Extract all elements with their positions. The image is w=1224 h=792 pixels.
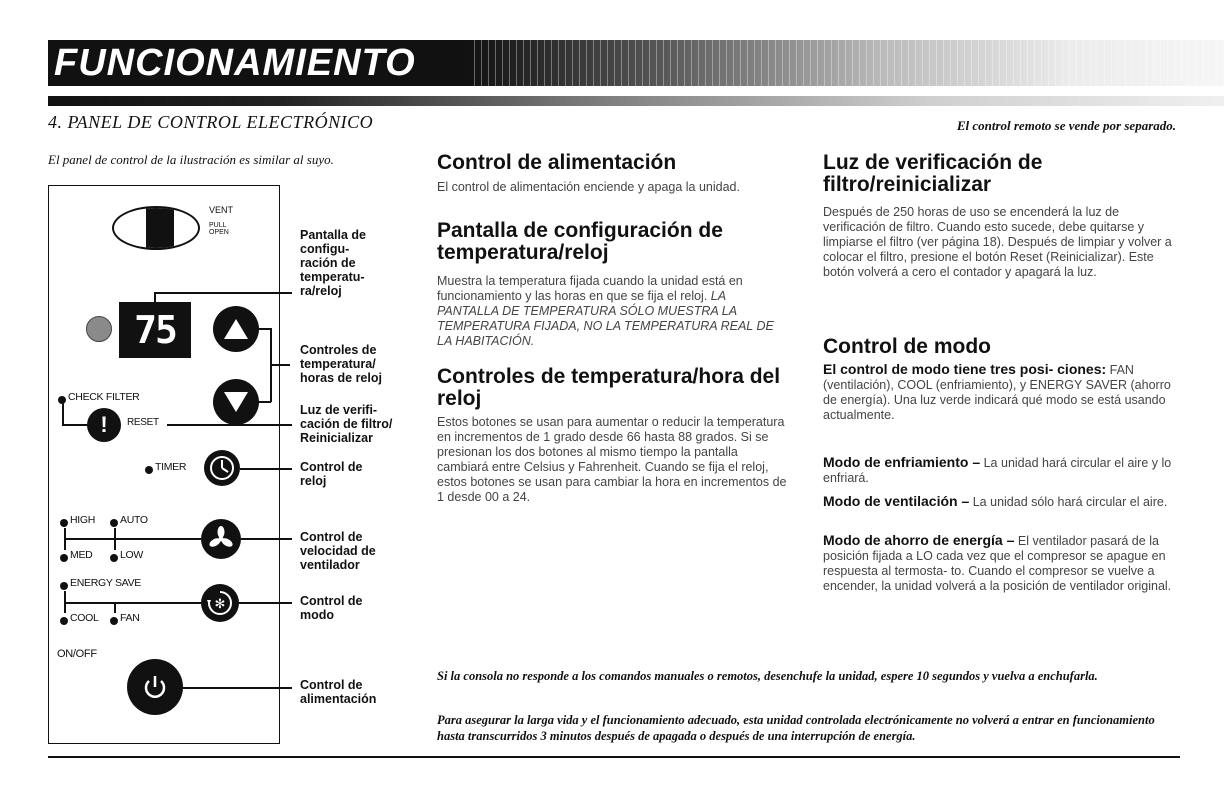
timer-led [145,466,153,474]
temperature-display: 75 [119,302,191,358]
timer-label: TIMER [155,461,187,473]
cool-led [60,617,68,625]
heading-power-control: Control de alimentación [437,151,677,174]
triangle-down-icon [223,390,249,414]
panel-caption: El panel de control de la ilustración es similar al suyo. [48,152,334,167]
mode-cycle-icon [205,588,235,618]
reset-leader [167,424,292,426]
text-display-normal: Muestra la temperatura fijada cuando la unidad está en funcionamiento y las horas en que se fija el reloj. [437,274,743,303]
temp-up-button[interactable] [213,306,259,352]
text-mode-intro [823,362,1177,423]
temp-down-button[interactable] [213,379,259,425]
cool-mode-bold: Modo de enfriamiento – [823,454,981,470]
open-label: OPEN [209,229,229,236]
remote-note: El control remoto se vende por separado. [956,118,1176,133]
pull-label: PULL [209,222,227,229]
callout-temp-controls: Controles de temperatura/ horas de reloj [300,343,382,385]
timer-button[interactable] [204,450,240,486]
text-vent-mode [823,494,1177,510]
text-temp-controls: Estos botones se usan para aumentar o reducir la temperatura en incrementos de 1 grado desde 66 hasta 88 grados. Si se presionan los dos botones al mismo tiempo la pantalla cambiará entre Celsius y Fahrenheit. Cuando se fija el reloj, estos botones se usan para cambiar la hora en incrementos de 1 desde 00 a 24. [437,415,787,504]
title-banner [48,40,1224,86]
clock-icon [209,455,235,481]
energy-mode-rest: El ventilador pasará de la posición fijada a LO cada vez que el compresor se apague en respuesta al termosta- to. Cuando el compresor se vuelve a encender, la unidad volverá a la posición de ventilador original. [823,534,1172,593]
energy-mode-bold: Modo de ahorro de energía – [823,532,1015,548]
exclamation-icon: ! [100,412,108,437]
header-rule [48,96,1224,106]
reset-button[interactable] [87,408,121,442]
filter-bracket-v [62,403,64,425]
vent-lever-icon [112,206,200,250]
high-led [60,519,68,527]
callout-filter-light: Luz de verifi- cación de filtro/ Reinicializar [300,403,393,445]
heading-filter-light: Luz de verificación de filtro/reinicializar [823,151,1043,196]
heading-mode-control: Control de modo [823,335,991,358]
text-display-italic: LA PANTALLA DE TEMPERATURA SÓLO MUESTRA LA TEMPERATURA FIJADA, NO LA TEMPERATURA REAL DE LA HABITACIÓN. [437,289,774,348]
high-label: HIGH [70,514,96,526]
fan-icon [207,525,235,553]
reset-label: RESET [127,417,159,428]
mode-bracket-mid-v [114,602,116,613]
text-display [437,274,789,349]
updown-leader [270,364,290,366]
text-filter-light: Después de 250 horas de uso se encenderá la luz de verificación de filtro. Cuando esto sucede, debe quitarse y limpiarse el filtro (ver página 18). Después de limpiar y volver a colocar el filtro, presione el botón Reset (Reinicializar). Este botón volverá a cero el contador y apagará la luz. [823,205,1172,279]
fan-bracket-mid-v [114,528,116,550]
check-filter-label: CHECK FILTER [68,391,140,403]
control-panel-illustration [48,185,280,744]
fan-bracket-mid [64,538,201,540]
med-label: MED [70,549,93,561]
vent-mode-rest: La unidad sólo hará circular el aire. [972,495,1168,509]
low-label: LOW [120,549,144,561]
display-leader-h [154,292,292,294]
bottom-rule [48,756,1180,758]
mode-leader [239,602,292,604]
cool-label: COOL [70,612,99,624]
low-led [110,554,118,562]
vent-label: VENT [209,205,234,215]
callout-mode: Control de modo [300,594,363,622]
svg-text:✻: ✻ [214,597,226,612]
section-heading: 4. PANEL DE CONTROL ELECTRÓNICO [48,112,374,132]
mode-intro-bold: El control de modo tiene tres posi- ciones: [823,361,1107,377]
triangle-up-icon [223,317,249,341]
page-title: FUNCIONAMIENTO [54,42,416,84]
mode-intro-rest: FAN (ventilación), COOL (enfriamiento), y ENERGY SAVER (ahorro de energía). Una luz verde indicará qué modo se está usando actualmente. [823,363,1171,422]
fan-speed-button[interactable] [201,519,241,559]
fan-led [110,617,118,625]
indicator-light-icon [86,316,112,342]
note-unresponsive-console: Si la consola no responde a los comandos manuales o remotos, desenchufe la unidad, espere 10 segundos y vuelva a enchufarla. [437,669,1098,683]
filter-bracket-h [62,424,88,426]
callout-clock: Control de reloj [300,460,363,488]
energy-save-label: ENERGY SAVE [70,577,142,589]
fan-mode-label: FAN [120,612,140,624]
heading-temp-controls: Controles de temperatura/hora del reloj [437,365,781,410]
power-button[interactable] [127,659,183,715]
text-power-control: El control de alimentación enciende y apaga la unidad. [437,180,740,194]
auto-label: AUTO [120,514,148,526]
auto-led [110,519,118,527]
mode-bracket-mid [64,602,201,604]
heading-display: Pantalla de configuración de temperatura/reloj [437,219,723,264]
power-leader [183,687,292,689]
cool-mode-rest: La unidad hará circular el aire y lo enfriará. [823,456,1172,485]
fan-leader [241,538,292,540]
callout-display: Pantalla de configu- ración de temperatu- ra/reloj [300,228,366,298]
vent-mode-bold: Modo de ventilación – [823,493,970,509]
note-restart-delay: Para asegurar la larga vida y el funcionamiento adecuado, esta unidad controlada electrónicamente no volverá a entrar en funcionamiento hasta transcurridos 3 minutos después de apagada o después de una interrupción de energía. [437,713,1155,743]
text-energy-mode [823,533,1177,594]
callout-power: Control de alimentación [300,678,377,706]
timer-leader [240,468,292,470]
callout-fan-speed: Control de velocidad de ventilador [300,530,376,572]
energy-save-led [60,582,68,590]
med-led [60,554,68,562]
mode-button[interactable] [201,584,239,622]
down-leader [259,401,271,403]
banner-gradient [468,40,1224,86]
onoff-label: ON/OFF [57,648,97,660]
text-cool-mode [823,455,1177,486]
power-icon [140,672,170,702]
display-leader-v [154,292,156,302]
